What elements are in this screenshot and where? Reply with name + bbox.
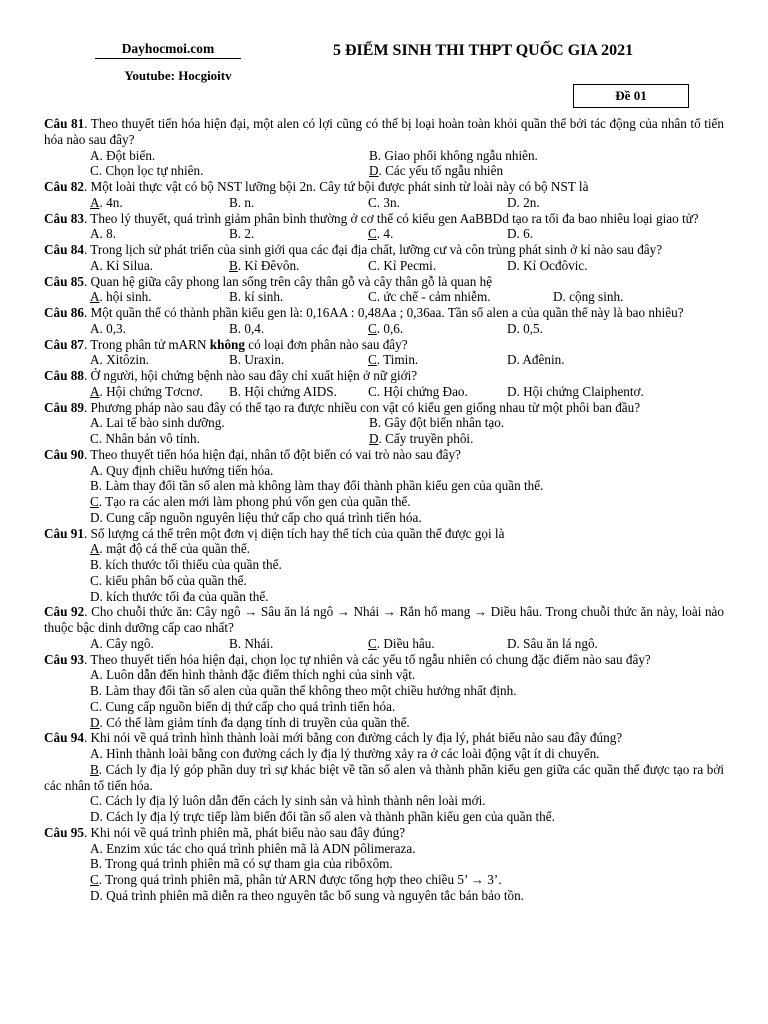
option-d: D. Quá trình phiên mã diễn ra theo nguyên tắc bổ sung và nguyên tắc bán bảo tồn.	[90, 887, 524, 903]
option-c: C. Trong quá trình phiên mã, phân tử ARN được tổng hợp theo chiều 5’ → 3’.	[90, 872, 502, 887]
option-a: A. Cây ngô.	[90, 635, 154, 651]
option-d: D. Hội chứng Claiphentơ.	[507, 383, 644, 399]
question-text: . Khi nói về quá trình hình thành loài mới bằng con đường cách ly địa lý, phát biểu nào sau đây đúng?	[83, 730, 623, 746]
option-b: B. 0,4.	[229, 320, 265, 336]
option-b: B. Cách ly địa lý góp phần duy trì sự khác biệt về tần số alen và thành phần kiểu gen giữa các quần thể được tạo ra bởi các nhân tố tiến hóa.	[44, 761, 724, 793]
option-b: B. Kỉ Đêvôn.	[229, 257, 300, 273]
question-text: . Theo thuyết tiến hóa hiện đại, nhân tố đột biến có vai trò nào sau đây?	[83, 446, 461, 462]
option-c: C. Timin.	[368, 352, 419, 368]
option-b: B. n.	[229, 194, 255, 210]
option-b: B. Hội chứng AIDS.	[229, 383, 337, 399]
question-number: Câu 85	[44, 273, 84, 289]
option-row	[44, 415, 724, 431]
option-a: A. Luôn dẫn đến hình thành đặc điểm thích nghi của sinh vật.	[90, 667, 416, 683]
question-number: Câu 81	[44, 116, 85, 131]
question-text: . Khi nói về quá trình phiên mã, phát biểu nào sau đây đúng?	[83, 824, 406, 840]
question-number: Câu 95	[44, 824, 84, 840]
option-d: D. Cách ly địa lý trực tiếp làm biến đổi tần số alen và thành phần kiểu gen của quần thể.	[90, 809, 555, 824]
option-c: C. Diều hâu.	[368, 635, 435, 651]
question-87	[44, 337, 724, 353]
question-92	[44, 604, 724, 636]
option-c: C. Kỉ Pecmi.	[368, 257, 437, 273]
option-a: A. Hình thành loài bằng con đường cách ly địa lý thường xảy ra ở các loài động vật ít di chuyển.	[90, 746, 600, 761]
option-row	[44, 258, 724, 274]
option-c: C. 0,6.	[368, 320, 404, 336]
question-number: Câu 83	[44, 210, 84, 226]
question-text: . Trong lịch sử phát triển của sinh giới qua các đại địa chất, lưỡng cư và côn trùng phát sinh ở kỉ nào sau đây?	[83, 242, 663, 257]
question-text: . Một loài thực vật có bộ NST lưỡng bội 2n. Cây tứ bội được phát sinh từ loài này có bộ NST là	[83, 179, 589, 194]
site-underline	[95, 58, 241, 59]
question-91	[44, 526, 724, 542]
option-b: B. Gây đột biến nhân tạo.	[369, 415, 505, 431]
option-d: D. Ađênin.	[507, 352, 565, 368]
option-b: B. Làm thay đổi tần số alen mà không làm thay đổi thành phần kiểu gen của quần thể.	[90, 478, 544, 494]
option-row	[44, 384, 724, 400]
question-number: Câu 88	[44, 368, 84, 383]
option-row	[44, 195, 724, 211]
option-row	[44, 431, 724, 447]
question-number: Câu 94	[44, 730, 84, 746]
option-d: D. Cung cấp nguồn nguyên liệu thứ cấp cho quá trình tiến hóa.	[90, 509, 422, 525]
question-text: . Theo thuyết tiến hóa hiện đại, chọn lọc tự nhiên và các yếu tố ngẫu nhiên có chung đặc điểm nào sau đây?	[83, 651, 651, 667]
option-row	[44, 321, 724, 337]
option-row	[44, 163, 724, 179]
question-93	[44, 652, 724, 668]
option-a: A. Hội chứng Tơcnơ.	[90, 383, 203, 399]
question-text: . Một quần thể có thành phần kiểu gen là: 0,16AA : 0,48Aa ; 0,36aa. Tần số alen a của quần thể này là bao nhiêu?	[83, 305, 684, 320]
option-d: D. Sâu ăn lá ngô.	[507, 635, 598, 651]
question-text: . Theo lý thuyết, quá trình giảm phân bình thường ở cơ thể có kiểu gen AaBBDd tạo ra tối đa bao nhiêu loại giao tử?	[83, 210, 699, 226]
option-row	[44, 636, 724, 652]
question-text: . Ở người, hội chứng bệnh nào sau đây chỉ xuất hiện ở nữ giới?	[83, 368, 418, 383]
question-95	[44, 825, 724, 841]
question-number: Câu 93	[44, 651, 84, 667]
question-number: Câu 87	[44, 336, 84, 352]
option-d: D. cộng sinh.	[553, 289, 624, 305]
question-88	[44, 368, 724, 384]
youtube-channel: Youtube: Hocgioitv	[124, 68, 232, 83]
option-c: C. 3n.	[368, 194, 400, 210]
option-d: D. 2n.	[507, 194, 540, 210]
option-d: D. Kỉ Ocđôvic.	[507, 257, 588, 273]
option-a: A. 8.	[90, 226, 117, 242]
question-emphasis: không	[209, 336, 245, 352]
option-c: C. ức chế - cảm nhiễm.	[368, 289, 491, 305]
option-d: D. Cấy truyền phôi.	[369, 431, 474, 446]
question-number: Câu 82	[44, 179, 84, 194]
question-number: Câu 86	[44, 305, 84, 320]
option-row	[44, 289, 724, 305]
option-a: A. Kỉ Silua.	[90, 257, 154, 273]
option-c: C. Tạo ra các alen mới làm phong phú vốn gen của quần thể.	[90, 494, 411, 509]
option-d: D. kích thước tối đa của quần thể.	[90, 588, 269, 604]
option-a: A. Enzim xúc tác cho quá trình phiên mã là ADN pôlimeraza.	[90, 840, 416, 856]
option-d: D. 6.	[507, 226, 534, 242]
option-a: A. mật độ cá thể của quần thể.	[90, 541, 251, 557]
question-number: Câu 90	[44, 446, 84, 462]
option-row	[44, 352, 724, 368]
option-c: C. Cách ly địa lý luôn dẫn đến cách ly sinh sản và hình thành nên loài mới.	[90, 793, 486, 809]
option-a: A. 4n.	[90, 194, 123, 210]
exam-code-box	[573, 84, 689, 108]
question-list	[44, 116, 724, 904]
option-a: A. Xitôzin.	[90, 352, 149, 368]
option-b: B. Trong quá trình phiên mã có sự tham gia của ribôxôm.	[90, 856, 393, 872]
question-number: Câu 89	[44, 399, 84, 415]
option-a: A. Lai tế bào sinh dưỡng.	[90, 415, 225, 431]
option-b: B. Làm thay đổi tần số alen của quần thể không theo một chiều hướng nhất định.	[90, 683, 517, 698]
option-d: D. Các yếu tố ngẫu nhiên	[369, 163, 504, 179]
option-c: C. 4.	[368, 226, 394, 242]
exam-code: Đề 01	[615, 88, 647, 103]
option-b: B. 2.	[229, 226, 255, 242]
option-b: B. Giao phối không ngẫu nhiên.	[369, 147, 538, 163]
option-a: A. Đột biến.	[90, 147, 156, 163]
question-text: . Phương pháp nào sau đây có thể tạo ra được nhiều con vật có kiểu gen giống nhau từ một phôi ban đầu?	[83, 399, 641, 415]
question-84	[44, 242, 724, 258]
option-b: B. kích thước tối thiểu của quần thể.	[90, 557, 282, 572]
site-name: Dayhocmoi.com	[121, 41, 215, 56]
option-d: D. Có thể làm giảm tính đa dạng tính di truyền của quần thể.	[90, 714, 410, 730]
question-94	[44, 730, 724, 746]
option-a: A. Quy định chiều hướng tiến hóa.	[90, 462, 274, 478]
option-c: C. Chọn lọc tự nhiên.	[90, 163, 204, 179]
option-c: C. Nhân bản vô tính.	[90, 431, 200, 446]
question-90	[44, 447, 724, 463]
exam-title: 5 ĐIỂM SINH THI THPT QUỐC GIA 2021	[333, 42, 634, 59]
question-82	[44, 179, 724, 195]
question-89	[44, 400, 724, 416]
question-text: . Trong phân tử mARN	[83, 336, 210, 352]
question-text: . Số lượng cá thể trên một đơn vị diện tích hay thể tích của quần thể được gọi là	[83, 525, 505, 541]
question-81	[44, 116, 724, 148]
question-text: . Quan hệ giữa cây phong lan sống trên cây thân gỗ và cây thân gỗ là quan hệ	[83, 273, 493, 289]
question-number: Câu 92	[44, 604, 85, 620]
option-row	[44, 148, 724, 164]
question-number: Câu 91	[44, 525, 84, 541]
question-86	[44, 305, 724, 321]
option-row	[44, 226, 724, 242]
question-85	[44, 274, 724, 290]
question-number: Câu 84	[44, 242, 84, 257]
question-text: . Theo thuyết tiến hóa hiện đại, một alen có lợi cũng có thể bị loại hoàn toàn khỏi quần thể bởi tác động của nhân tố tiến hóa nào sau đây?	[44, 116, 725, 147]
question-83	[44, 211, 724, 227]
option-b: B. Uraxin.	[229, 352, 285, 368]
option-b: B. Nhái.	[229, 635, 274, 651]
option-a: A. 0,3.	[90, 320, 126, 336]
question-text: . Cho chuỗi thức ăn: Cây ngô → Sâu ăn lá ngô → Nhái → Rắn hổ mang → Diều hâu. Trong chuỗi thức ăn này, loài nào thuộc bậc dinh dưỡng cấp cao nhất?	[44, 604, 724, 635]
option-b: B. kí sinh.	[229, 289, 284, 305]
option-c: C. Hội chứng Đao.	[368, 383, 468, 399]
option-a: A. hội sinh.	[90, 289, 152, 305]
option-c: C. Cung cấp nguồn biến dị thứ cấp cho quá trình tiến hóa.	[90, 698, 396, 714]
option-d: D. 0,5.	[507, 320, 543, 336]
option-c: C. kiểu phân bố của quần thể.	[90, 572, 247, 588]
question-text: có loại đơn phân nào sau đây?	[245, 336, 408, 352]
